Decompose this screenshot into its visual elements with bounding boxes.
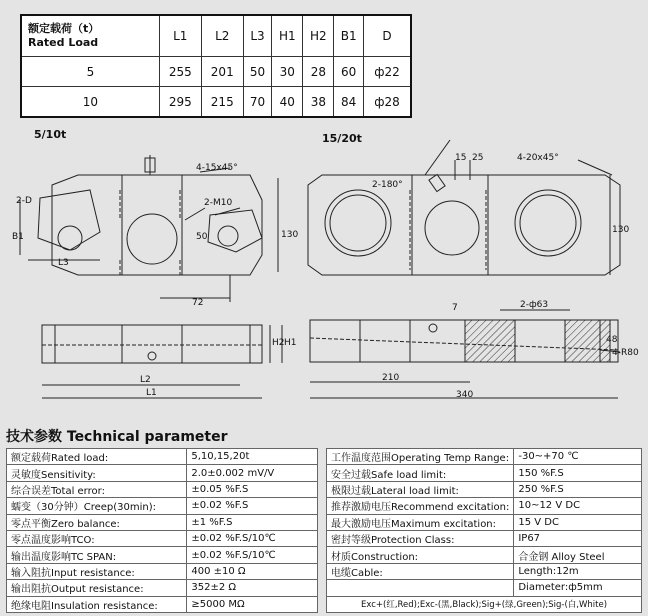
spec-key: 电缆Cable:: [327, 563, 514, 579]
spec-key: 安全过载Safe load limit:: [327, 465, 514, 481]
spec-key: 灵敏度Sensitivity:: [7, 465, 187, 481]
dim-label: 340: [456, 390, 474, 400]
rated-load-header: [21, 15, 159, 57]
table-cell: 40: [272, 87, 303, 118]
left-hole-left: [58, 226, 82, 250]
spec-value: 10~12 V DC: [514, 498, 642, 514]
left-end-lug-left: [38, 190, 100, 250]
table-cell: 60: [334, 57, 364, 87]
spec-key: 极限过载Lateral load limit:: [327, 481, 514, 497]
col-header-l2: L2: [201, 15, 243, 57]
dim-label: 2-M10: [204, 198, 233, 208]
drawing-title-left: 5/10t: [34, 128, 67, 141]
technical-parameter-title: 技术参数 Technical parameter: [6, 429, 228, 445]
table-row: [327, 596, 642, 612]
spec-value: 400 ±10 Ω: [187, 563, 318, 579]
table-cell: ф22: [363, 57, 411, 87]
table-cell: ф28: [363, 87, 411, 118]
spec-value: 150 %F.S: [514, 465, 642, 481]
spec-key: 材质Construction:: [327, 547, 514, 563]
dim-label: 2-180°: [372, 180, 403, 190]
dim-label: 130: [281, 230, 299, 240]
dimension-table: [20, 14, 412, 118]
col-header-h1: H1: [272, 15, 303, 57]
spec-value: IP67: [514, 530, 642, 546]
spec-key: [327, 580, 514, 596]
spec-key: 零点温度影响TCO:: [7, 530, 187, 546]
table-cell: 84: [334, 87, 364, 118]
table-cell: 215: [201, 87, 243, 118]
left-end-lug-right: [208, 210, 262, 252]
table-row: [7, 530, 318, 546]
table-row: [327, 580, 642, 596]
col-header-d: D: [363, 15, 411, 57]
dim-label: 50: [196, 232, 208, 242]
table-row: [7, 498, 318, 514]
dim-label: 4-20x45°: [517, 153, 559, 163]
col-header-b1: B1: [334, 15, 364, 57]
dim-label: 2-D: [16, 196, 32, 206]
table-row: [327, 530, 642, 546]
col-header-l3: L3: [243, 15, 272, 57]
dim-label: L2: [140, 375, 151, 385]
spec-value: ±0.05 %F.S: [187, 481, 318, 497]
table-row: [327, 514, 642, 530]
spec-value: ≥5000 MΩ: [187, 596, 318, 612]
table-cell: 70: [243, 87, 272, 118]
spec-value: 5,10,15,20t: [187, 449, 318, 465]
spec-value: 15 V DC: [514, 514, 642, 530]
spec-value: ±1 %F.S: [187, 514, 318, 530]
spec-key: 输出温度影响TC SPAN:: [7, 547, 187, 563]
table-cell: 50: [243, 57, 272, 87]
table-row: [327, 481, 642, 497]
table-row: [21, 87, 411, 118]
load-cell: 10: [21, 87, 159, 118]
spec-key: 输入阻抗Input resistance:: [7, 563, 187, 579]
spec-key: 推荐激励电压Recommend excitation:: [327, 498, 514, 514]
spec-key: 绝缘电阻Insulation resistance:: [7, 596, 187, 612]
spec-value: ±0.02 %F.S/10℃: [187, 547, 318, 563]
table-row: [7, 465, 318, 481]
load-cell: 5: [21, 57, 159, 87]
spec-key: 综合误差Total error:: [7, 481, 187, 497]
right-hole-right: [515, 190, 581, 256]
table-cell: 30: [272, 57, 303, 87]
table-row: [327, 563, 642, 579]
left-hole-right: [218, 226, 238, 246]
table-row: [7, 449, 318, 465]
table-row: [21, 57, 411, 87]
right-cable-gland: [429, 174, 445, 191]
technical-drawing: [0, 120, 648, 410]
spec-value: 合金钢 Alloy Steel: [514, 547, 642, 563]
spec-key: 零点平衡Zero balance:: [7, 514, 187, 530]
spec-key: 额定载荷Rated load:: [7, 449, 187, 465]
spec-key: 最大激励电压Maximum excitation:: [327, 514, 514, 530]
table-row: [7, 596, 318, 612]
dim-label: 2-ф63: [520, 300, 549, 310]
table-row: [327, 498, 642, 514]
spec-key: 输出阻抗Output resistance:: [7, 580, 187, 596]
right-hole-left: [325, 190, 391, 256]
table-row: [7, 547, 318, 563]
dim-label: 15: [455, 153, 467, 163]
spec-value: ±0.02 %F.S/10℃: [187, 530, 318, 546]
dim-label: 4-R80: [612, 348, 639, 358]
spec-value: Diameter:ф5mm: [514, 580, 642, 596]
dim-label: 72: [192, 298, 204, 308]
dim-label: B1: [12, 232, 24, 242]
rated-load-header-en: Rated Load: [28, 36, 99, 49]
left-side-view: [42, 325, 262, 363]
drawing-title-right: 15/20t: [322, 132, 362, 145]
spec-key: 蠕变（30分钟）Creep(30min):: [7, 498, 187, 514]
spec-key: 密封等级Protection Class:: [327, 530, 514, 546]
table-cell: 28: [303, 57, 334, 87]
drawing-lines: [0, 120, 648, 410]
dim-label: 4-15x45°: [196, 163, 238, 173]
table-cell: 295: [159, 87, 201, 118]
table-row: [7, 563, 318, 579]
dim-label: 48: [606, 335, 618, 345]
table-row: [7, 514, 318, 530]
table-row: [7, 580, 318, 596]
dimension-header-row: [21, 15, 411, 57]
table-cell: 38: [303, 87, 334, 118]
dim-label: H1: [284, 338, 297, 348]
col-header-l1: L1: [159, 15, 201, 57]
spec-value: 352±2 Ω: [187, 580, 318, 596]
table-row: [327, 547, 642, 563]
right-center-hole: [425, 201, 479, 255]
dim-label: L1: [146, 388, 157, 398]
dim-label: 7: [452, 303, 458, 313]
spec-value: Exc+(红,Red);Exc-(黑,Black);Sig+(绿,Green);Sig-(白,White): [327, 596, 642, 612]
table-row: [327, 449, 642, 465]
dim-label: 130: [612, 225, 630, 235]
spec-value: 2.0±0.002 mV/V: [187, 465, 318, 481]
table-row: [327, 465, 642, 481]
spec-value: ±0.02 %F.S: [187, 498, 318, 514]
dim-label: H2: [272, 338, 285, 348]
spec-value: Length:12m: [514, 563, 642, 579]
table-cell: 201: [201, 57, 243, 87]
dim-label: 25: [472, 153, 484, 163]
col-header-h2: H2: [303, 15, 334, 57]
dim-label: L3: [58, 258, 69, 268]
spec-table-left: [6, 448, 318, 613]
rated-load-header-cn: 额定载荷（t）: [28, 22, 100, 35]
table-row: [7, 481, 318, 497]
spec-value: -30~+70 ℃: [514, 449, 642, 465]
spec-value: 250 %F.S: [514, 481, 642, 497]
spec-key: 工作温度范围Operating Temp Range:: [327, 449, 514, 465]
table-cell: 255: [159, 57, 201, 87]
left-center-hole: [127, 214, 177, 264]
dim-label: 210: [382, 373, 400, 383]
spec-table-right: [326, 448, 642, 613]
